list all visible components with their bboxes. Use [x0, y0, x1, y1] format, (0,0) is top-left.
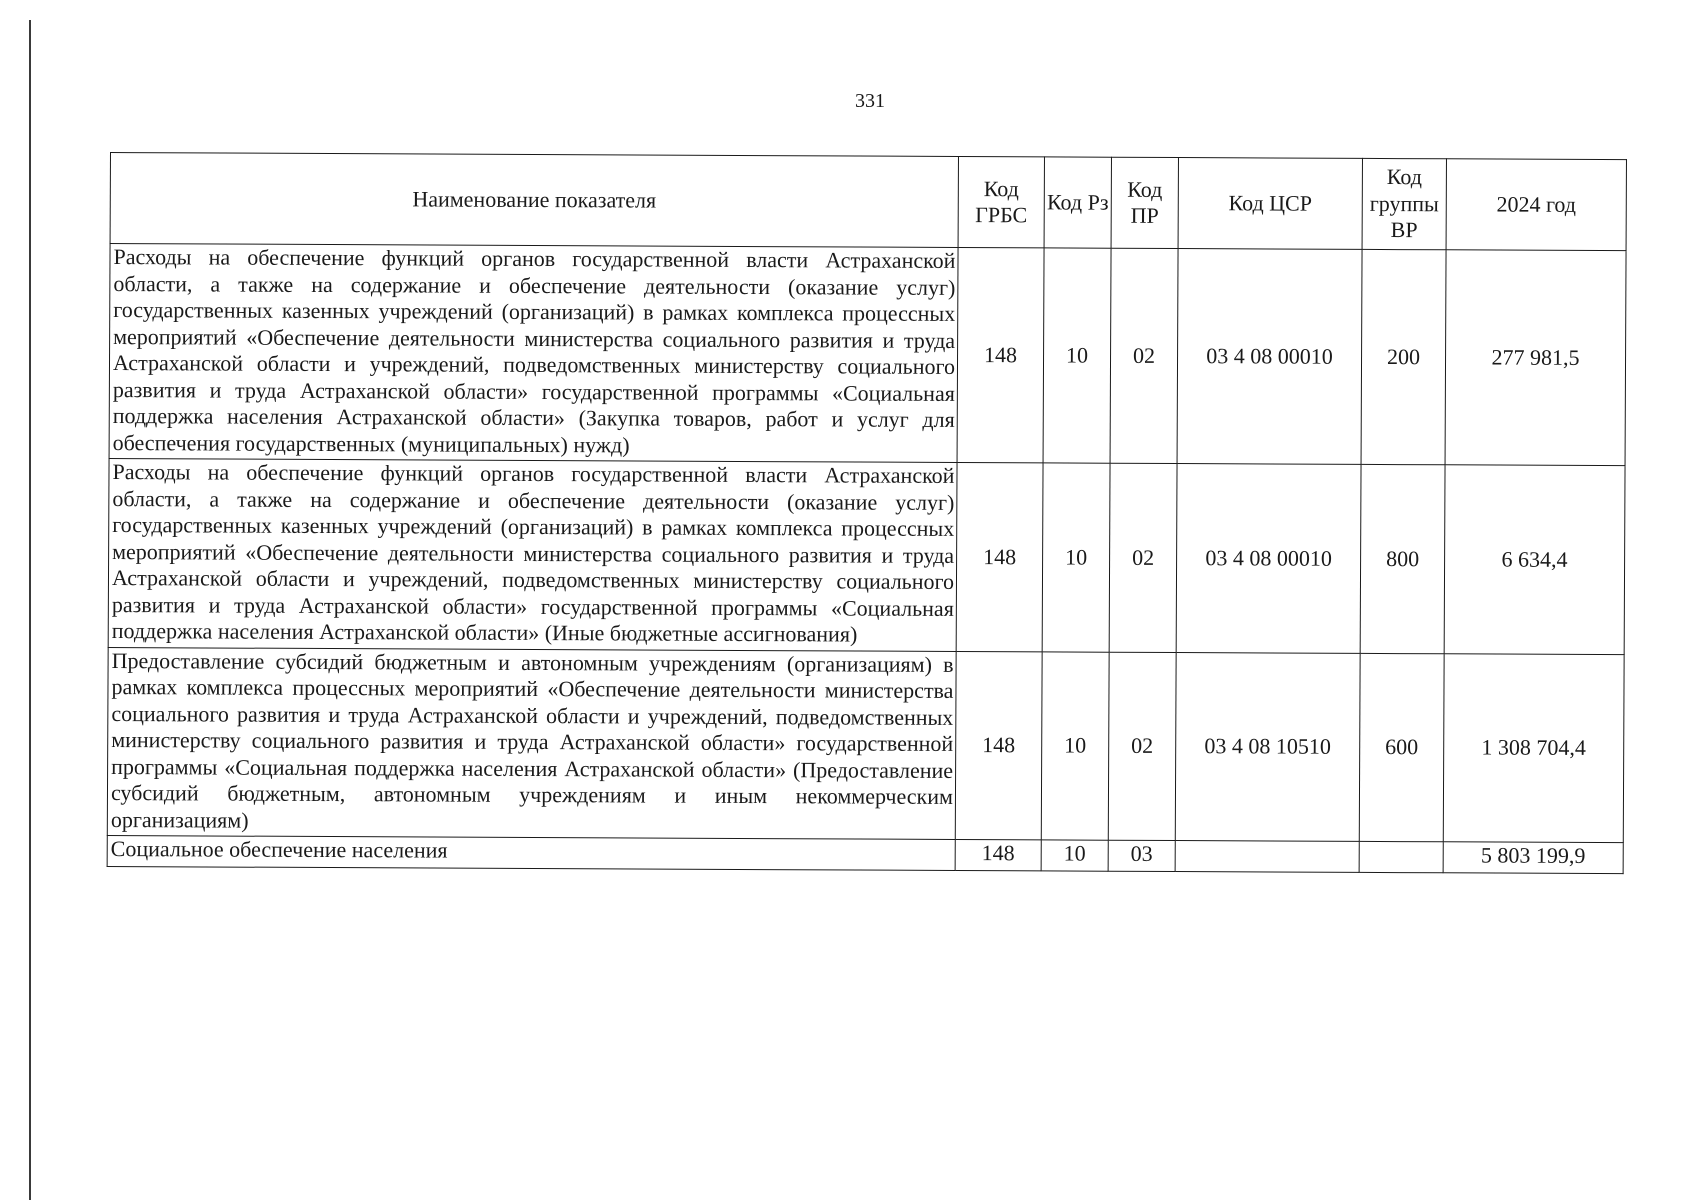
row-amount-cell: 277 981,5 — [1445, 250, 1626, 466]
row-amount-cell: 1 308 704,4 — [1443, 653, 1624, 842]
row-pr-cell: 02 — [1110, 248, 1178, 463]
row-csr-cell: 03 4 08 00010 — [1177, 249, 1362, 465]
row-grbs-cell: 148 — [957, 247, 1044, 462]
row-rz-cell: 10 — [1042, 463, 1110, 652]
row-name-cell: Расходы на обеспечение функций органов государственной власти Астраханской области, а также на содержание и обеспечение деятельности (оказание услуг) государственных казенных учреждений (организаций) в рамках комплекса процессных мероприятий «Обеспечение деятельности министерства социального развития и труда Астраханской области и учреждений, подведомственных министерству социального развития и труда Астраханской области» государственной программы «Социальная поддержка населения Астраханской области» (Закупка товаров, работ и услуг для обеспечения государственных (муниципальных) нужд) — [109, 244, 958, 463]
row-csr-cell: 03 4 08 10510 — [1175, 652, 1360, 841]
row-amount-cell: 5 803 199,9 — [1443, 842, 1623, 874]
row-rz-cell: 10 — [1041, 840, 1108, 871]
row-rz-cell: 10 — [1041, 651, 1109, 840]
row-csr-cell — [1175, 841, 1359, 873]
table-header-row — [110, 153, 1626, 251]
row-rz-cell: 10 — [1043, 248, 1111, 463]
table-row — [109, 244, 1626, 466]
row-name-cell: Расходы на обеспечение функций органов государственной власти Астраханской области, а также на содержание и обеспечение деятельности (оказание услуг) государственных казенных учреждений (организаций) в рамках комплекса процессных мероприятий «Обеспечение деятельности министерства социального развития и труда Астраханской области и учреждений, подведомственных министерству социального развития и труда Астраханской области» государственной программы «Социальная поддержка населения Астраханской области» (Иные бюджетные ассигнования) — [108, 458, 957, 650]
table-row — [108, 458, 1625, 654]
header-rz: Код Рз — [1044, 157, 1111, 248]
row-vr-cell — [1359, 841, 1443, 872]
page-binding-line — [29, 20, 31, 1200]
header-vr: Код группы ВР — [1362, 158, 1446, 249]
table-row — [107, 647, 1624, 843]
budget-table — [107, 152, 1627, 874]
header-year: 2024 год — [1446, 159, 1626, 251]
header-grbs: Код ГРБС — [958, 156, 1044, 247]
row-pr-cell: 02 — [1109, 463, 1177, 652]
header-name: Наименование показателя — [110, 153, 958, 248]
row-pr-cell: 03 — [1108, 840, 1175, 871]
row-grbs-cell: 148 — [955, 839, 1041, 870]
row-name-cell: Социальное обеспечение населения — [107, 835, 955, 870]
header-pr: Код ПР — [1111, 157, 1178, 248]
row-vr-cell: 600 — [1359, 653, 1444, 842]
row-amount-cell: 6 634,4 — [1444, 465, 1625, 654]
header-csr: Код ЦСР — [1178, 158, 1362, 250]
page-number: 331 — [855, 90, 885, 112]
row-csr-cell: 03 4 08 00010 — [1176, 464, 1361, 653]
row-pr-cell: 02 — [1108, 652, 1176, 841]
row-vr-cell: 800 — [1360, 464, 1445, 653]
row-name-cell: Предоставление субсидий бюджетным и автономным учреждениям (организациям) в рамках комплекса процессных мероприятий «Обеспечение деятельности министерства социального развития и труда Астраханской области и учреждений, подведомственных министерству социального развития и труда Астраханской области» государственной программы «Социальная поддержка населения Астраханской области» (Предоставление субсидий бюджетным, автономным учреждениям и иным некоммерческим организациям) — [107, 647, 956, 839]
row-grbs-cell: 148 — [956, 462, 1043, 651]
row-grbs-cell: 148 — [955, 651, 1042, 840]
table-row — [107, 835, 1623, 873]
row-vr-cell: 200 — [1361, 249, 1446, 464]
